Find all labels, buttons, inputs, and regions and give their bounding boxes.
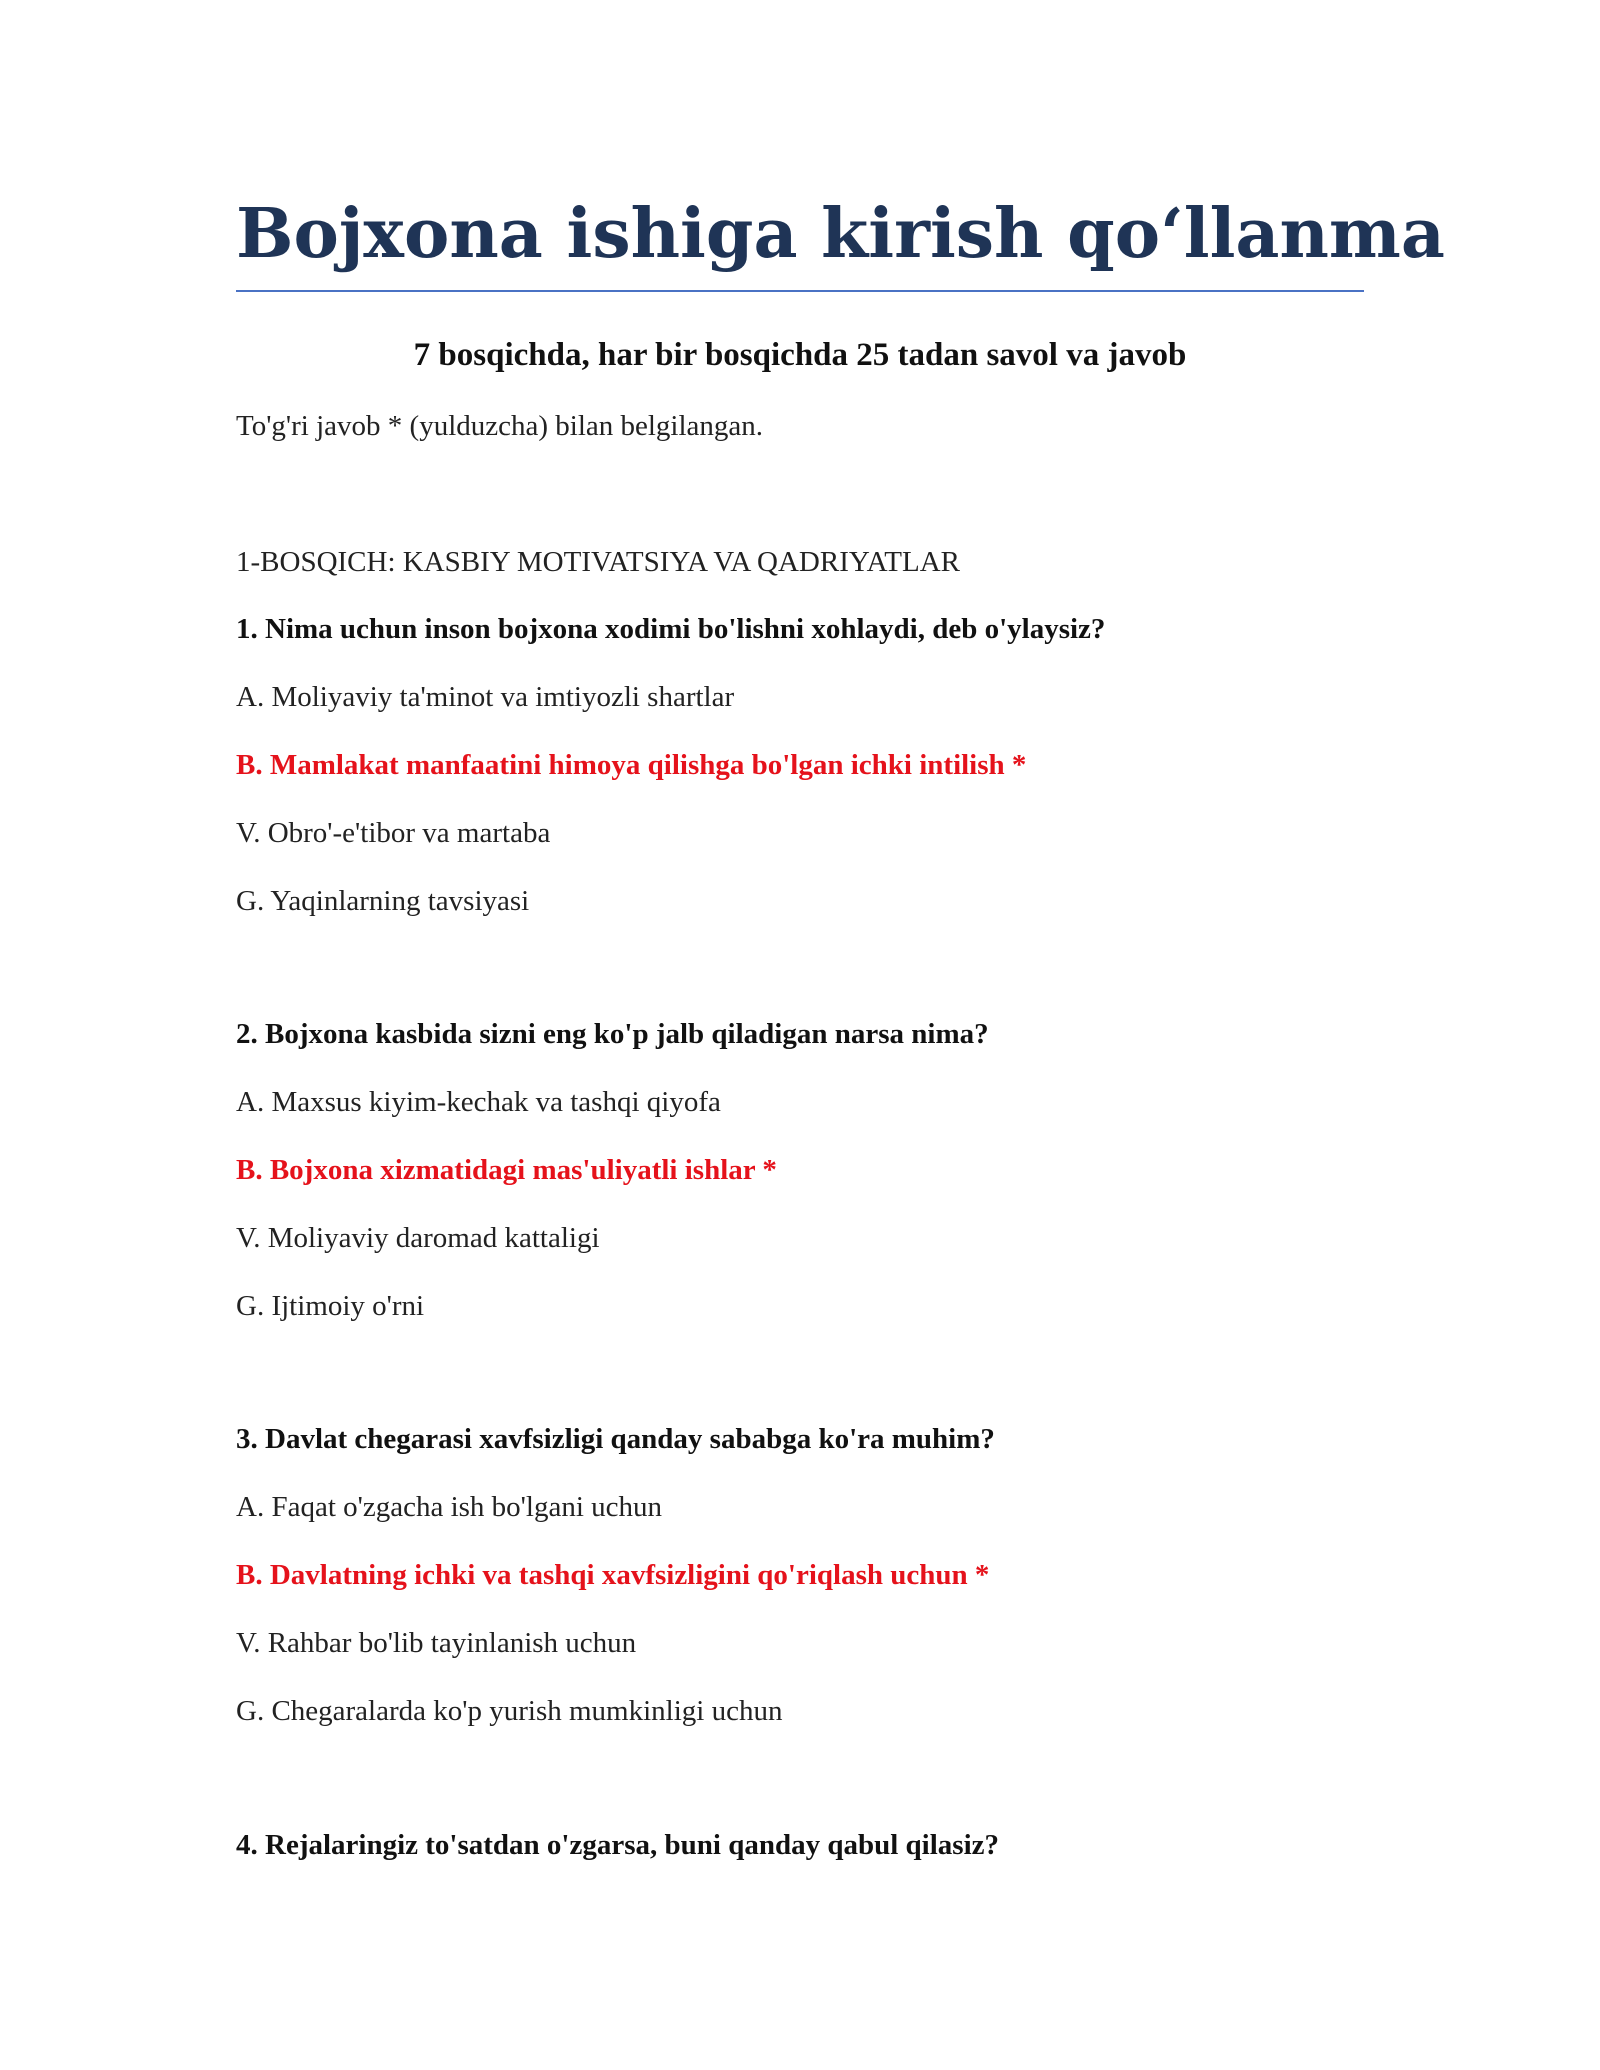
section-heading: 1-BOSQICH: KASBIY MOTIVATSIYA VA QADRIYATLAR [236, 546, 961, 578]
question-3 [236, 1417, 1364, 1733]
answer-option-v: V. Moliyaviy daromad kattaligi [236, 1222, 600, 1254]
title-underline [236, 290, 1364, 292]
question-text: 2. Bojxona kasbida sizni eng ko'p jalb qiladigan narsa nima? [236, 1018, 989, 1050]
answer-option-b-correct: B. Davlatning ichki va tashqi xavfsizligini qo'riqlash uchun * [236, 1559, 990, 1591]
answer-option-v: V. Rahbar bo'lib tayinlanish uchun [236, 1627, 637, 1659]
answer-option-b-correct: B. Mamlakat manfaatini himoya qilishga bo'lgan ichki intilish * [236, 749, 1027, 781]
answer-option-v: V. Obro'-e'tibor va martaba [236, 817, 551, 849]
document-title: Bojxona ishiga kirish qo‘llanma [236, 194, 1445, 274]
answer-option-a: A. Faqat o'zgacha ish bo'lgani uchun [236, 1491, 663, 1523]
answer-key-note: To'g'ri javob * (yulduzcha) bilan belgilangan. [236, 410, 764, 442]
question-1 [236, 607, 1364, 923]
answer-option-a: A. Moliyaviy ta'minot va imtiyozli shartlar [236, 681, 735, 713]
answer-option-g: G. Chegaralarda ko'p yurish mumkinligi uchun [236, 1695, 783, 1727]
question-text: 3. Davlat chegarasi xavfsizligi qanday sababga ko'ra muhim? [236, 1423, 995, 1455]
answer-option-g: G. Yaqinlarning tavsiyasi [236, 885, 530, 917]
question-text: 1. Nima uchun inson bojxona xodimi bo'lishni xohlaydi, deb o'ylaysiz? [236, 613, 1106, 645]
question-4 [236, 1823, 1364, 1867]
answer-option-b-correct: B. Bojxona xizmatidagi mas'uliyatli ishlar * [236, 1154, 777, 1186]
answer-option-g: G. Ijtimoiy o'rni [236, 1290, 425, 1322]
document-subtitle: 7 bosqichda, har bir bosqichda 25 tadan savol va javob [413, 337, 1187, 373]
answer-option-a: A. Maxsus kiyim-kechak va tashqi qiyofa [236, 1086, 721, 1118]
question-text: 4. Rejalaringiz to'satdan o'zgarsa, buni qanday qabul qilasiz? [236, 1829, 999, 1861]
question-2 [236, 1012, 1364, 1328]
